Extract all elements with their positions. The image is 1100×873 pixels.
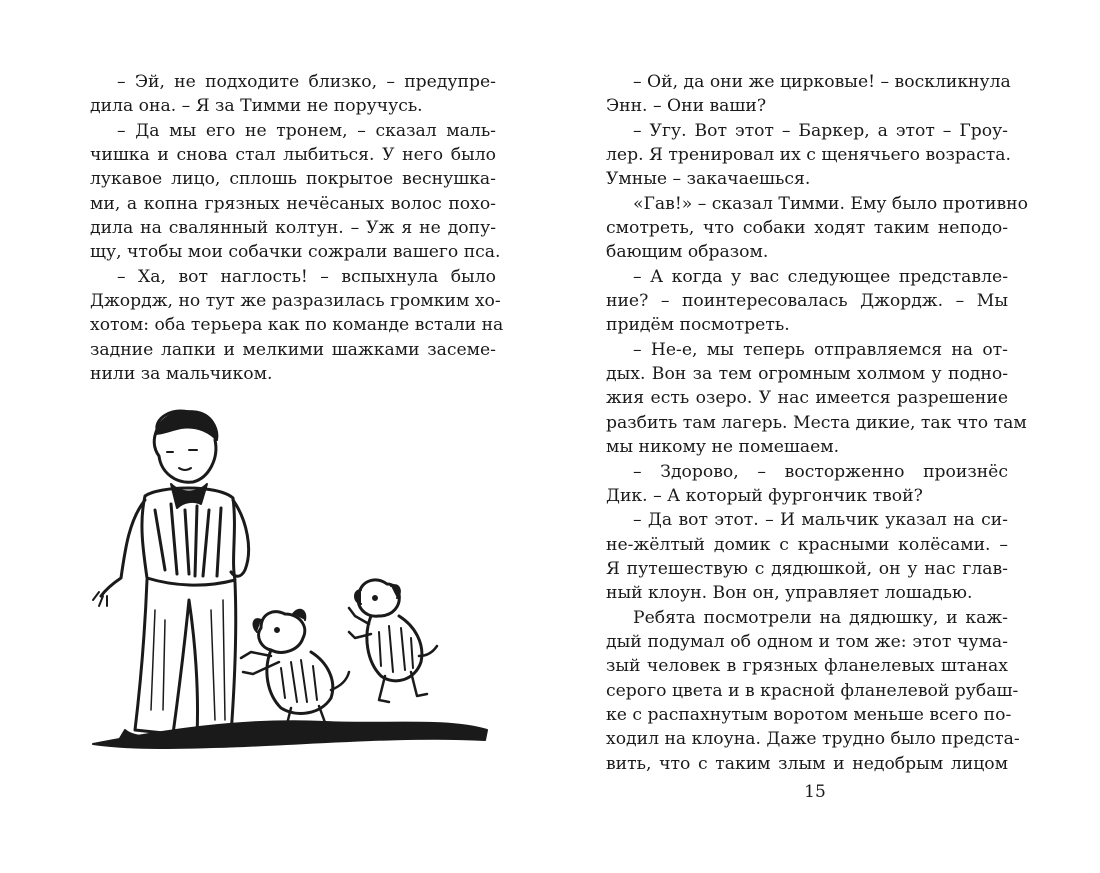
text-line: дых. Вон за тем огромным холмом у подно-	[606, 364, 1008, 385]
text-line: «Гав!» – сказал Тимми. Ему было противно	[633, 193, 1028, 214]
text-line: – Ха, вот наглость! – вспыхнула было	[117, 266, 496, 287]
text-line: вить, что с таким злым и недобрым лицом	[606, 753, 1008, 774]
text-line: лукавое лицо, сплошь покрытое веснушка-	[90, 169, 496, 190]
text-line: ние? – поинтересовалась Джордж. – Мы	[606, 291, 1008, 312]
text-line: – Да мы его не тронем, – сказал маль-	[117, 120, 496, 141]
text-line: ходил на клоуна. Даже трудно было предста-	[606, 729, 1020, 750]
text-line: Энн. – Они ваши?	[606, 96, 767, 117]
text-line: бающим образом.	[606, 242, 769, 263]
text-line: ми, а копна грязных нечёсаных волос похо-	[90, 193, 496, 214]
text-line: – Ой, да они же цирковые! – воскликнула	[633, 72, 1011, 92]
text-line: дила она. – Я за Тимми не поручусь.	[90, 96, 423, 117]
text-line: жия есть озеро. У нас имеется разрешение	[606, 388, 1008, 409]
text-line: задние лапки и мелкими шажками засеме-	[90, 339, 496, 360]
text-line: лер. Я тренировал их с щенячьего возраста.	[606, 145, 1011, 166]
text-line: ке с распахнутым воротом меньше всего по-	[606, 704, 1012, 725]
text-line: Я путешествую с дядюшкой, он у нас глав-	[606, 558, 1008, 579]
text-line: хотом: оба терьера как по команде встали на	[90, 315, 504, 336]
text-line: чишка и снова стал лыбиться. У него было	[90, 145, 496, 166]
text-line: Джордж, но тут же разразилась громким хо-	[90, 291, 501, 312]
boy-with-dogs-illustration	[85, 400, 495, 760]
text-line: дила на свалянный колтун. – Уж я не допу-	[90, 218, 496, 239]
text-line: серого цвета и в красной фланелевой рубаш-	[606, 680, 1019, 701]
text-line: – Здорово, – восторженно произнёс	[633, 461, 1008, 482]
page-number: 15	[804, 782, 826, 802]
text-line: нили за мальчиком.	[90, 364, 273, 385]
left-page	[90, 70, 504, 386]
text-line: – Эй, не подходите близко, – предупре-	[117, 72, 496, 92]
right-page	[606, 70, 1028, 776]
text-line: придём посмотреть.	[606, 315, 790, 336]
text-line: дый подумал об одном и том же: этот чума-	[606, 631, 1008, 652]
text-line: смотреть, что собаки ходят таким неподо-	[606, 218, 1008, 239]
text-line: ный клоун. Вон он, управляет лошадью.	[606, 583, 973, 604]
text-line: разбить там лагерь. Места дикие, так что там	[606, 412, 1027, 433]
text-line: щу, чтобы мои собачки сожрали вашего пса.	[90, 242, 501, 263]
text-line: мы никому не помешаем.	[606, 437, 840, 458]
text-line: – Да вот этот. – И мальчик указал на си-	[633, 510, 1008, 531]
text-line: – Не-е, мы теперь отправляемся на от-	[633, 339, 1008, 360]
text-line: зый человек в грязных фланелевых штанах	[606, 656, 1008, 677]
text-line: не-жёлтый домик с красными колёсами. –	[606, 534, 1008, 555]
text-line: Умные – закачаешься.	[606, 169, 811, 190]
text-line: Дик. – А который фургончик твой?	[606, 485, 923, 506]
text-line: – А когда у вас следующее представле-	[633, 266, 1008, 287]
text-line: – Угу. Вот этот – Баркер, а этот – Гроу-	[633, 120, 1008, 141]
text-line: Ребята посмотрели на дядюшку, и каж-	[633, 607, 1008, 628]
